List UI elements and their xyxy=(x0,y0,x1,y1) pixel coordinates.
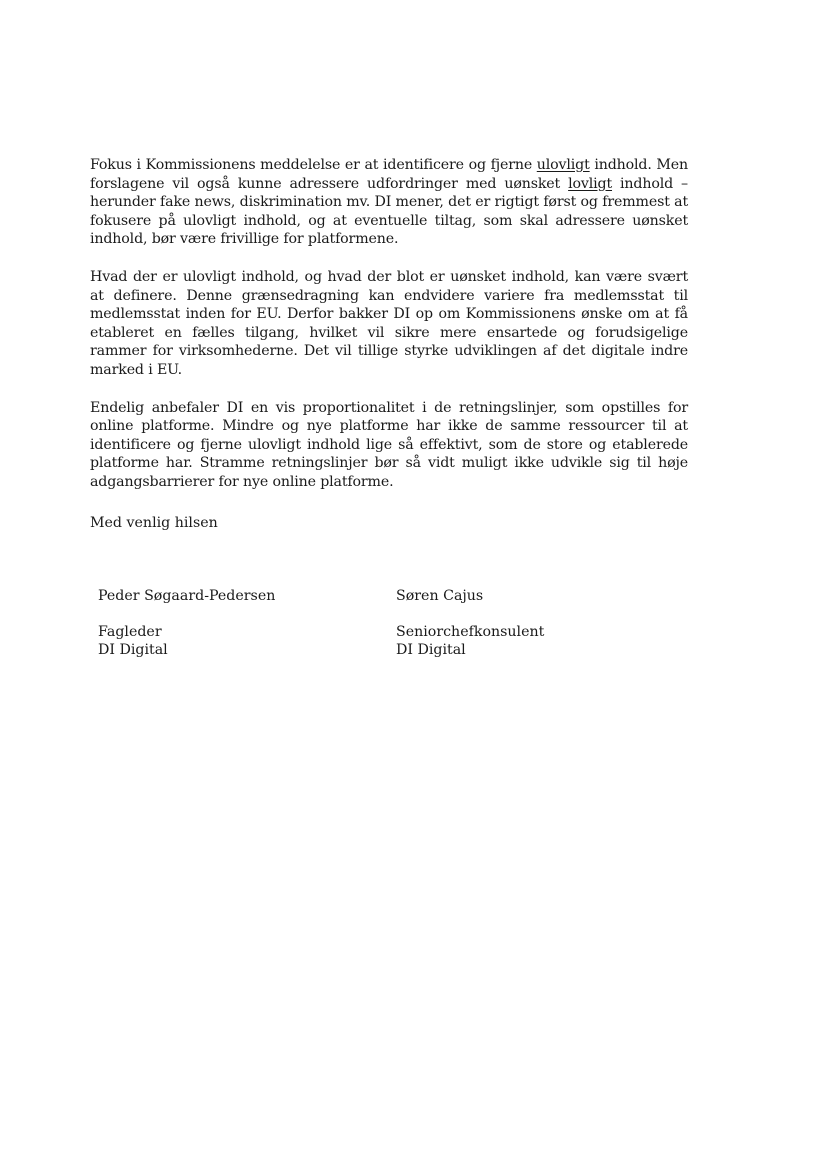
signatory-org: DI Digital xyxy=(396,642,466,659)
paragraph-3 xyxy=(90,399,688,492)
text-segment: indhold. Men forslagene vil også kunne adressere udfordringer med uønsket xyxy=(90,157,689,192)
signature-block-left xyxy=(98,587,275,660)
signatory-name: Søren Cajus xyxy=(396,588,484,604)
text-segment: Endelig anbefaler DI en vis proportionalitet i de retningslinjer, som opstilles for online platforme. Mindre og nye platforme har ikke de samme ressourcer til at identificere og fjerne ulovligt indhold lige så effektivt, som de store og etablerede platforme har. Stramme retningslinjer bør så vidt muligt ikke udvikle sig til høje adgangsbarrierer for nye online platforme. xyxy=(90,399,688,490)
signature-block-right xyxy=(396,587,544,660)
paragraph-2 xyxy=(90,268,688,380)
text-segment: indhold – herunder fake news, diskrimination mv. DI mener, det er rigtigt først og fremmest at fokusere på ulovligt indhold, og at eventuelle tiltag, som skal adressere uønsket indhold, bør være frivillige for platformene. xyxy=(90,175,689,248)
text-segment: Fokus i Kommissionens meddelelse er at identificere og fjerne xyxy=(90,157,537,173)
signatory-org: DI Digital xyxy=(98,642,168,659)
underlined-term: lovligt xyxy=(568,175,613,192)
letter-body xyxy=(90,156,688,511)
closing-salutation: Med venlig hilsen xyxy=(90,515,218,531)
signatory-name: Peder Søgaard-Pedersen xyxy=(98,588,276,604)
underlined-term: ulovligt xyxy=(536,157,590,173)
signatory-title: Seniorchefkonsulent xyxy=(396,623,545,640)
text-segment: Hvad der er ulovligt indhold, og hvad der blot er uønsket indhold, kan være svært at definere. Denne grænsedragning kan endvidere variere fra medlemsstat til medlemsstat inden for EU. Derfor bakker DI op om Kommissionens ønske om at få etableret en fælles tilgang, hvilket vil sikre mere ensartede og forudsigelige rammer for virksomhederne. Det vil tillige styrke udviklingen af det digitale indre marked i EU. xyxy=(90,268,688,378)
paragraph-1 xyxy=(90,156,688,249)
signatory-title: Fagleder xyxy=(98,623,162,640)
